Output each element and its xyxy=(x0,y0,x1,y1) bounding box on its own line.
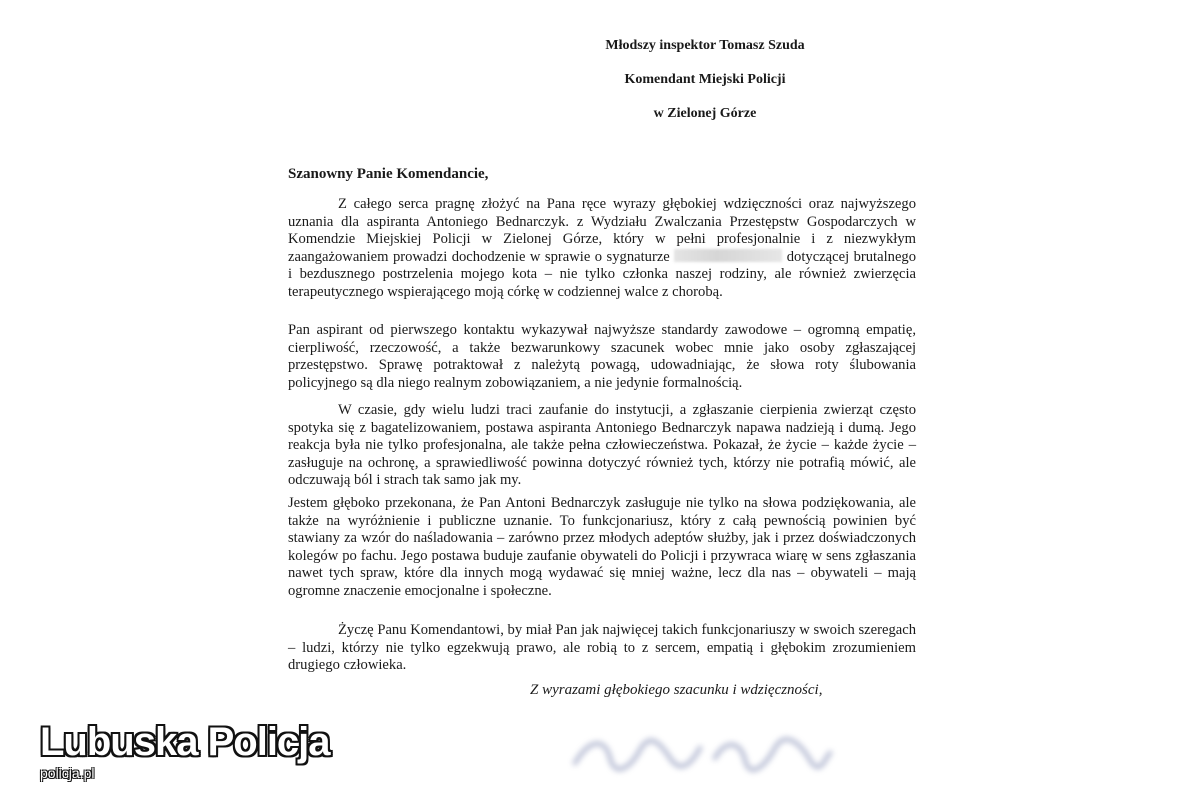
closing-line: Z wyrazami głębokiego szacunku i wdzięczności, xyxy=(530,682,823,698)
paragraph-1 xyxy=(288,196,916,302)
policja-url: policja.pl xyxy=(40,765,95,781)
redacted-case-number xyxy=(674,249,782,262)
paragraph-4: Jestem głęboko przekonana, że Pan Antoni Bednarczyk zasługuje nie tylko na słowa podziękowania, ale także na wyróżnienie i publiczne uznanie. To funkcjonariusz, który z całą pewnością powinien być stawiany za wzór do naśladowania – zarówno przez młodych adeptów służby, jak i przez doświadczonych kolegów po fachu. Jego postawa buduje zaufanie obywateli do Policji i przywraca wiarę w sens zgłaszania nawet tych spraw, które dla innych mogą wydawać się mniej ważne, lecz dla nas – obywateli – mają ogromne znaczenie emocjonalne i społeczne. xyxy=(288,495,916,599)
recipient-rank-name: Młodszy inspektor Tomasz Szuda xyxy=(605,38,805,53)
letter-header xyxy=(470,38,940,140)
blurred-signature xyxy=(565,728,835,778)
recipient-city: w Zielonej Górze xyxy=(653,106,757,121)
paragraph-1-part-a: Z całego serca pragnę złożyć na Pana ręce wyrazy głębokiej wdzięczności oraz najwyższego uznania dla aspiranta Antoniego Bednarczyk. z Wydziału Zwalczania Przestępstw Gospodarczych w Komendzie Miejskiej Policji w Zielonej Górze, który w pełni profesjonalnie i z niezwykłym zaangażowaniem prowadzi dochodzenie w sprawie o sygnaturze xyxy=(288,196,916,265)
paragraph-3: W czasie, gdy wielu ludzi traci zaufanie do instytucji, a zgłaszanie cierpienia zwierząt często spotyka się z bagatelizowaniem, postawa aspiranta Antoniego Bednarczyk napawa nadzieją i dumą. Jego reakcja była nie tylko profesjonalna, ale także pełna człowieczeństwa. Pokazał, że życie – każde życie – zasługuje na ochronę, a sprawiedliwość powinna dotyczyć również tych, którzy nie potrafią mówić, ale odczuwają ból i strach tak samo jak my. xyxy=(288,402,916,489)
recipient-title: Komendant Miejski Policji xyxy=(624,72,786,87)
paragraph-2: Pan aspirant od pierwszego kontaktu wykazywał najwyższe standardy zawodowe – ogromną empatię, cierpliwość, rzeczowość, a także bezwarunkowy szacunek wobec mnie jako osoby zgłaszającej przestępstwo. Sprawę potraktował z należytą powagą, udowadniając, że słowa roty ślubowania policyjnego są dla niego realnym zobowiązaniem, a nie jedynie formalnością. xyxy=(288,322,916,391)
paragraph-5: Życzę Panu Komendantowi, by miał Pan jak najwięcej takich funkcjonariuszy w swoich szeregach – ludzi, którzy nie tylko egzekwują prawo, ale robią to z sercem, empatią i głębokim zrozumieniem drugiego człowieka. xyxy=(288,622,916,674)
lubuska-policja-logo: Lubuska Policja xyxy=(40,720,330,764)
salutation: Szanowny Panie Komendancie, xyxy=(288,166,489,182)
paragraph-1-part-b: dotyczącej brutalnego i bezdusznego postrzelenia mojego kota – nie tylko członka naszej rodziny, ale również zwierzęcia terapeutycznego wspierającego moją córkę w codziennej walce z chorobą. xyxy=(288,248,917,300)
